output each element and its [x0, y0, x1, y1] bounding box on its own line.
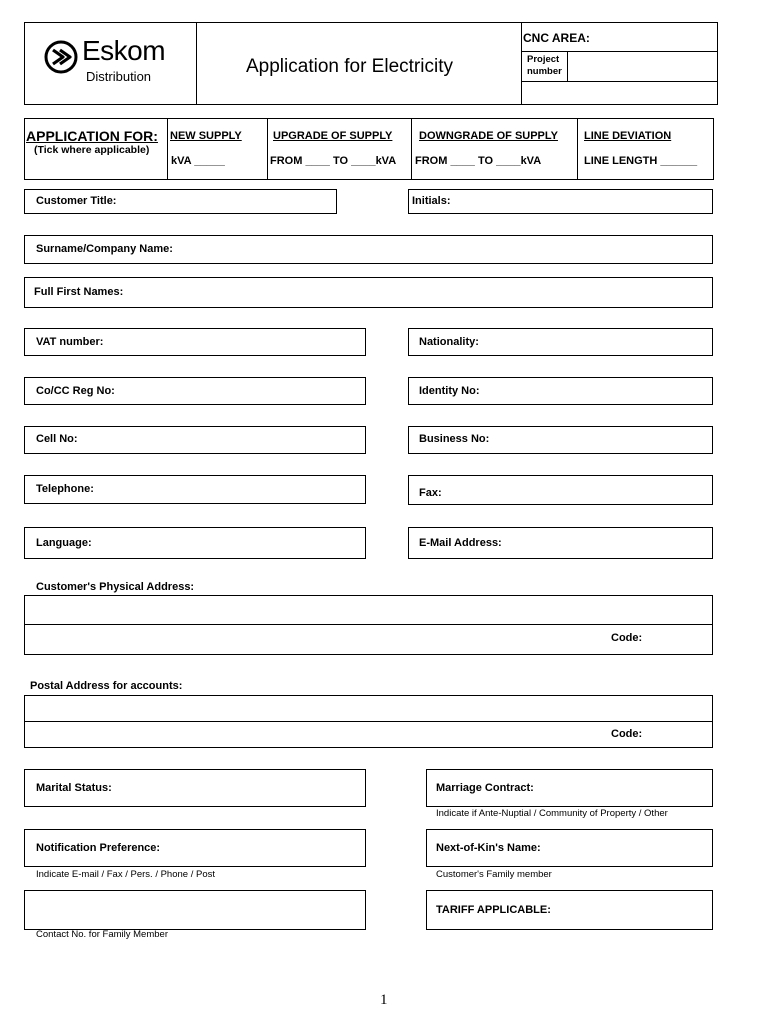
cell-label: Cell No:: [36, 433, 78, 445]
physical-code-label: Code:: [611, 632, 643, 644]
header-divider-2: [521, 22, 522, 105]
notification-label: Notification Preference:: [36, 842, 161, 854]
cnc-area-label: CNC AREA:: [523, 31, 590, 45]
app-divider-2: [267, 118, 268, 180]
header-divider-h2: [521, 81, 718, 82]
postal-address-label: Postal Address for accounts:: [30, 680, 183, 692]
language-label: Language:: [36, 537, 92, 549]
upgrade-supply-option[interactable]: UPGRADE OF SUPPLY: [273, 130, 393, 142]
project-number-input[interactable]: [568, 52, 718, 81]
new-supply-kva-field[interactable]: kVA _____: [171, 155, 225, 167]
marriage-contract-label: Marriage Contract:: [436, 782, 534, 794]
telephone-label: Telephone:: [36, 483, 94, 495]
initials-field[interactable]: [408, 189, 713, 214]
app-divider-4: [577, 118, 578, 180]
eskom-logo-icon: [44, 40, 78, 74]
tick-note: (Tick where applicable): [34, 144, 150, 156]
tariff-label: TARIFF APPLICABLE:: [436, 904, 551, 916]
postal-address-line-1[interactable]: [24, 695, 713, 722]
physical-address-label: Customer's Physical Address:: [36, 581, 195, 593]
family-contact-field[interactable]: [24, 890, 366, 930]
first-names-field[interactable]: [24, 277, 713, 308]
kin-note: Customer's Family member: [436, 869, 552, 880]
form-title: Application for Electricity: [246, 56, 453, 77]
postal-address-line-2[interactable]: [24, 721, 713, 748]
first-names-label: Full First Names:: [34, 286, 124, 298]
vat-label: VAT number:: [36, 336, 104, 348]
app-divider-1: [167, 118, 168, 180]
upgrade-supply-field[interactable]: FROM ____ TO ____kVA: [270, 155, 397, 167]
marriage-contract-note: Indicate if Ante-Nuptial / Community of Property / Other: [436, 808, 668, 819]
postal-code-label: Code:: [611, 728, 643, 740]
next-of-kin-label: Next-of-Kin's Name:: [436, 842, 541, 854]
fax-field[interactable]: [408, 475, 713, 505]
fax-label: Fax:: [419, 487, 442, 499]
initials-label: Initials:: [412, 195, 451, 207]
application-for-label: APPLICATION FOR:: [26, 128, 158, 144]
reg-no-label: Co/CC Reg No:: [36, 385, 115, 397]
physical-address-line-2[interactable]: [24, 624, 713, 655]
family-contact-note: Contact No. for Family Member: [36, 929, 168, 940]
logo-sub: Distribution: [86, 69, 152, 84]
line-deviation-option[interactable]: LINE DEVIATION: [584, 130, 672, 142]
downgrade-supply-field[interactable]: FROM ____ TO ____kVA: [415, 155, 542, 167]
header-divider-1: [196, 22, 197, 105]
nationality-label: Nationality:: [419, 336, 479, 348]
downgrade-supply-option[interactable]: DOWNGRADE OF SUPPLY: [419, 130, 558, 142]
surname-label: Surname/Company Name:: [36, 243, 173, 255]
new-supply-option[interactable]: NEW SUPPLY: [170, 130, 242, 142]
page-number: 1: [380, 992, 388, 1008]
app-divider-3: [411, 118, 412, 180]
customer-title-label: Customer Title:: [36, 195, 117, 207]
marital-status-label: Marital Status:: [36, 782, 112, 794]
logo-name: Eskom: [82, 35, 166, 66]
business-label: Business No:: [419, 433, 490, 445]
notification-note: Indicate E-mail / Fax / Pers. / Phone / Post: [36, 869, 215, 880]
line-length-field[interactable]: LINE LENGTH ______: [584, 155, 698, 167]
identity-label: Identity No:: [419, 385, 480, 397]
eskom-logo: [44, 35, 184, 88]
project-number-label: Project number: [527, 54, 562, 77]
email-label: E-Mail Address:: [419, 537, 502, 549]
cnc-area-input[interactable]: [600, 23, 717, 50]
physical-address-line-1[interactable]: [24, 595, 713, 625]
